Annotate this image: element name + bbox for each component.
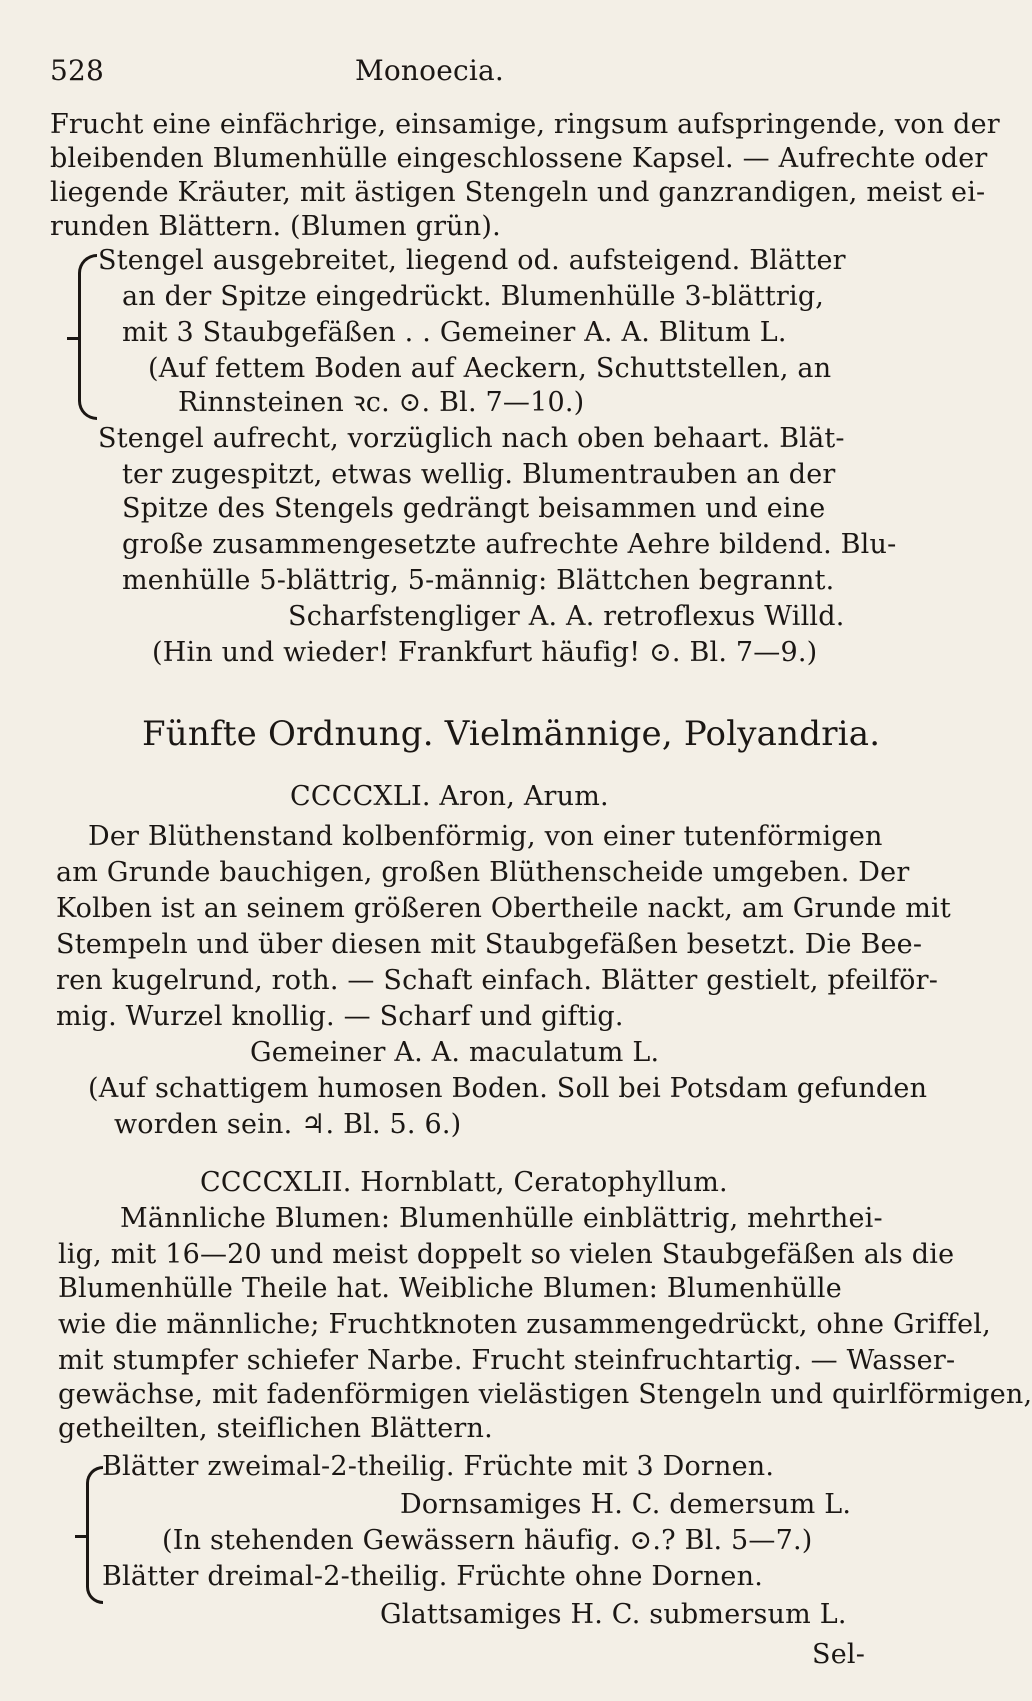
arum-line-2: am Grunde bauchigen, großen Blüthenscheide umgeben. Der: [56, 857, 910, 888]
arum-habitat-1: (Auf schattigem humosen Boden. Soll bei Potsdam gefunden: [88, 1073, 928, 1104]
catchword: Sel-: [812, 1639, 866, 1670]
key1-line-3: mit 3 Staubgefäßen . . Gemeiner A. A. Blitum L.: [122, 317, 787, 348]
intro-line-2: bleibenden Blumenhülle eingeschlossene Kapsel. — Aufrechte oder: [50, 143, 988, 174]
intro-line-3: liegende Kräuter, mit ästigen Stengeln und ganzrandigen, meist ei-: [50, 177, 986, 208]
cerato-key1-species: Dornsamiges H. C. demersum L.: [400, 1489, 852, 1520]
cerato-line-6: gewächse, mit fadenförmigen vielästigen Stengeln und quirlförmigen,: [58, 1379, 1032, 1410]
key2-species: Scharfstengliger A. A. retroflexus Willd.: [288, 601, 845, 632]
cerato-line-2: lig, mit 16—20 und meist doppelt so vielen Staubgefäßen als die: [58, 1239, 955, 1270]
arum-heading: CCCCXLI. Aron, Arum.: [290, 781, 609, 812]
cerato-line-5: mit stumpfer schiefer Narbe. Frucht steinfruchtartig. — Wasser-: [58, 1345, 956, 1376]
arum-line-1: Der Blüthenstand kolbenförmig, von einer tutenförmigen: [88, 821, 883, 852]
intro-line-1: Frucht eine einfächrige, einsamige, ringsum aufspringende, von der: [50, 109, 1000, 140]
cerato-key2-line-1: Blätter dreimal-2-theilig. Früchte ohne Dornen.: [102, 1561, 763, 1592]
key2-line-1: Stengel aufrecht, vorzüglich nach oben behaart. Blät-: [98, 423, 845, 454]
intro-line-4: runden Blättern. (Blumen grün).: [50, 211, 501, 242]
cerato-key1-line-1: Blätter zweimal-2-theilig. Früchte mit 3 Dornen.: [102, 1451, 775, 1482]
order-heading: Fünfte Ordnung. Vielmännige, Polyandria.: [142, 714, 881, 754]
cerato-key1-habitat: (In stehenden Gewässern häufig. ⊙.? Bl. 5—7.): [162, 1525, 813, 1556]
key1-line-1: Stengel ausgebreitet, liegend od. aufsteigend. Blätter: [98, 245, 846, 276]
arum-habitat-2: worden sein. ♃. Bl. 5. 6.): [114, 1109, 462, 1140]
key-brace-upper: [78, 254, 97, 420]
key2-line-5: menhülle 5-blättrig, 5-männig: Blättchen begrannt.: [122, 565, 835, 596]
key1-line-2: an der Spitze eingedrückt. Blumenhülle 3-blättrig,: [122, 281, 825, 312]
running-title: Monoecia.: [355, 54, 505, 87]
arum-line-6: mig. Wurzel knollig. — Scharf und giftig.: [56, 1001, 624, 1032]
cerato-line-4: wie die männliche; Fruchtknoten zusammengedrückt, ohne Griffel,: [58, 1309, 991, 1340]
key2-habitat: (Hin und wieder! Frankfurt häufig! ⊙. Bl. 7—9.): [152, 637, 818, 668]
cerato-key2-species: Glattsamiges H. C. submersum L.: [380, 1599, 847, 1630]
key1-line-5: Rinnsteinen ꝛc. ⊙. Bl. 7—10.): [178, 387, 585, 418]
key2-line-3: Spitze des Stengels gedrängt beisammen und eine: [122, 493, 826, 524]
cerato-line-1: Männliche Blumen: Blumenhülle einblättrig, mehrthei-: [120, 1203, 883, 1234]
cerato-line-3: Blumenhülle Theile hat. Weibliche Blumen: Blumenhülle: [58, 1273, 842, 1304]
key2-line-2: ter zugespitzt, etwas wellig. Blumentrauben an der: [122, 459, 836, 490]
key-brace-lower: [86, 1466, 103, 1604]
page-number: 528: [50, 54, 105, 87]
arum-line-4: Stempeln und über diesen mit Staubgefäßen besetzt. Die Bee-: [56, 929, 923, 960]
ceratophyllum-heading: CCCCXLII. Hornblatt, Ceratophyllum.: [200, 1167, 728, 1198]
arum-line-5: ren kugelrund, roth. — Schaft einfach. Blätter gestielt, pfeilför-: [56, 965, 939, 996]
key1-line-4: (Auf fettem Boden auf Aeckern, Schuttstellen, an: [148, 353, 832, 384]
cerato-line-7: getheilten, steiflichen Blättern.: [58, 1413, 493, 1444]
arum-species: Gemeiner A. A. maculatum L.: [250, 1037, 660, 1068]
arum-line-3: Kolben ist an seinem größeren Obertheile nackt, am Grunde mit: [56, 893, 951, 924]
key2-line-4: große zusammengesetzte aufrechte Aehre bildend. Blu-: [122, 529, 897, 560]
